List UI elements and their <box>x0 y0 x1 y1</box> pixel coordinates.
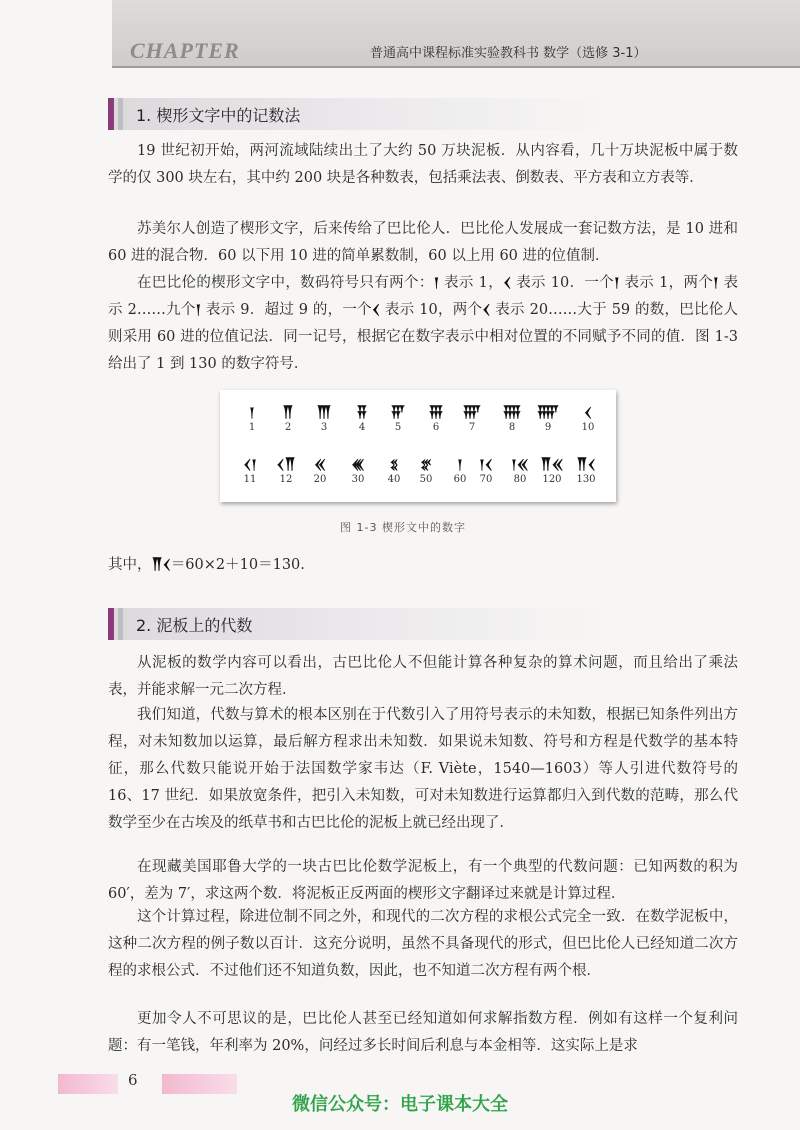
numeral-cell <box>300 448 340 485</box>
numeral-label: 30 <box>351 474 365 485</box>
paragraph: 在现藏美国耶鲁大学的一块古巴比伦数学泥板上，有一个典型的代数问题：已知两数的积为 60′，差为 7′，求这两个数．将泥板正反两面的楔形文字翻译过来就是计算过程． <box>108 859 738 902</box>
numeral-sign: 𒐚 <box>428 406 444 421</box>
numeral-sign: 𒐖𒌋 <box>576 458 596 473</box>
text-run: 表示 20……大于 59 的数，巴比伦人则采用 60 进的位值记法．同一记号，根据它在数字表示中相对位置的不同赋予不同的值．图 1-3 给出了 1 到 130 的数字符号． <box>108 302 739 372</box>
section-heading-1 <box>108 98 608 130</box>
numeral-sign: 𒎙 <box>313 458 327 473</box>
numeral-cell <box>304 396 344 433</box>
text-run: 表示 1， <box>439 275 504 291</box>
numeral-label: 20 <box>313 474 327 485</box>
numeral-sign: 𒐗 <box>316 406 332 421</box>
paragraph <box>108 270 738 378</box>
numeral-cell <box>232 396 272 433</box>
book-title: 普通高中课程标准实验教科书 数学（选修 3-1） <box>370 46 647 61</box>
formula-prefix: 其中， <box>108 557 152 573</box>
text-run: 表示 10．一个 <box>511 275 615 291</box>
numeral-label: 120 <box>542 474 562 485</box>
numeral-label: 1 <box>248 422 256 433</box>
numeral-sign: 𒐖𒎙 <box>540 458 564 473</box>
paragraph: 我们知道，代数与算术的根本区别在于代数引入了用符号表示的未知数，根据已知条件列出方程，对未知数加以运算，最后解方程求出未知数．如果说未知数、符号和方程是代数学的基本特征，那么代数只能说开始于法国数学家韦达（F. Viète，1540—1603）等人引进代数符号的 16、17 世纪．如果放宽条件，把引入未知数，可对未知数进行运算都归入到代数的范畴，那么代数学至少在古埃及的纸草书和古巴比伦的泥板上就已经出现了． <box>108 707 738 831</box>
numeral-label: 10 <box>581 422 595 433</box>
numeral-cell <box>492 396 532 433</box>
numeral-label: 50 <box>419 474 433 485</box>
numeral-label: 130 <box>576 474 596 485</box>
numeral-cell <box>566 448 606 485</box>
numeral-sign: 𒌋𒐖 <box>276 458 296 473</box>
heading-accent-bar <box>118 608 123 640</box>
numeral-label: 12 <box>279 474 293 485</box>
numeral-label: 70 <box>479 474 493 485</box>
formula-line <box>108 548 305 578</box>
text-run: 在巴比伦的楔形文字中，数码符号只有两个： <box>137 275 434 291</box>
figure-caption: 图 1-3 楔形文中的数字 <box>340 521 466 534</box>
cuneiform-one-sign: 𒁹 <box>713 276 719 291</box>
numeral-sign: 𒌋𒁹 <box>243 458 257 473</box>
paragraph: 19 世纪初开始，两河流域陆续出土了大约 50 万块泥板．从内容看，几十万块泥板中属于数学的仅 300 块左右，其中约 200 块是各种数表，包括乘法表、倒数表、平方表和立方表等． <box>108 143 738 186</box>
numeral-label: 80 <box>513 474 527 485</box>
cuneiform-one-sign: 𒁹 <box>195 303 202 318</box>
numeral-sign: 𒐙 <box>390 406 406 421</box>
page-number: 6 <box>128 1071 138 1089</box>
text-run: 表示 1，两个 <box>619 275 714 291</box>
cuneiform-ten-sign: 𒌋 <box>371 303 381 318</box>
numeral-label: 2 <box>284 422 292 433</box>
numeral-sign: 𒐛 <box>462 406 482 421</box>
section-title: 2. 泥板上的代数 <box>136 616 253 635</box>
numeral-sign: 𒁹 <box>457 458 463 473</box>
text-run: 表示 10，两个 <box>380 302 483 318</box>
numeral-sign: 𒁹 <box>249 406 255 421</box>
numeral-cell <box>568 396 608 433</box>
numeral-label: 6 <box>432 422 440 433</box>
numeral-sign: 𒐝 <box>536 406 560 421</box>
paragraph: 苏美尔人创造了楔形文字，后来传给了巴比伦人．巴比伦人发展成一套记数方法，是 10 进和 60 进的混合物．60 以下用 10 进的简单累数制，60 以上用 60 进的位值制． <box>108 221 738 264</box>
numeral-label: 4 <box>358 422 366 433</box>
numeral-label: 40 <box>387 474 401 485</box>
numeral-label: 60 <box>453 474 467 485</box>
numeral-sign: 𒐖 <box>282 406 294 421</box>
numeral-sign: 𒌋 <box>583 406 593 421</box>
cuneiform-130-sign: 𒐖𒌋 <box>151 558 171 573</box>
numeral-sign: 𒐘 <box>356 406 368 421</box>
watermark-text: 微信公众号：电子课本大全 <box>292 1094 508 1115</box>
numeral-cell <box>378 396 418 433</box>
figure-row-2 <box>220 448 616 500</box>
numeral-sign: 𒐏 <box>389 458 399 473</box>
cuneiform-numerals-figure <box>220 390 616 502</box>
numeral-sign: 𒁹𒎙 <box>511 458 529 473</box>
chapter-label: CHAPTER <box>130 38 240 63</box>
numeral-sign: 𒌍 <box>351 458 365 473</box>
formula-expression: ＝60×2＋10＝130. <box>170 557 305 573</box>
numeral-label: 8 <box>508 422 516 433</box>
numeral-label: 5 <box>394 422 402 433</box>
numeral-cell <box>528 396 568 433</box>
heading-accent-bar <box>108 608 114 640</box>
numeral-label: 11 <box>243 474 257 485</box>
numeral-cell <box>342 396 382 433</box>
cuneiform-one-sign: 𒁹 <box>614 276 620 291</box>
numeral-label: 7 <box>468 422 476 433</box>
numeral-sign: 𒐜 <box>502 406 522 421</box>
numeral-cell <box>230 448 270 485</box>
heading-accent-bar <box>118 98 123 130</box>
cuneiform-ten-sign: 𒌋 <box>482 303 491 318</box>
text-run: 表示 2……九个 <box>108 275 739 318</box>
numeral-sign: 𒁹𒌋 <box>479 458 493 473</box>
numeral-label: 3 <box>320 422 328 433</box>
heading-accent-bar <box>108 98 114 130</box>
numeral-cell <box>452 396 492 433</box>
paragraph: 更加令人不可思议的是，巴比伦人甚至已经知道如何求解指数方程．例如有这样一个复利问题：有一笔钱，年利率为 20%，问经过多长时间后利息与本金相等．这实际上是求 <box>108 1011 738 1054</box>
numeral-cell <box>416 396 456 433</box>
paragraph: 从泥板的数学内容可以看出，古巴比伦人不但能计算各种复杂的算术问题，而且给出了乘法表，并能求解一元二次方程． <box>108 655 738 698</box>
numeral-label: 9 <box>544 422 552 433</box>
cuneiform-ten-sign: 𒌋 <box>503 276 512 291</box>
cuneiform-one-sign: 𒁹 <box>433 276 440 291</box>
numeral-cell <box>268 396 308 433</box>
section-title: 1. 楔形文字中的记数法 <box>136 106 301 125</box>
section-heading-2 <box>108 608 608 640</box>
text-run: 表示 9．超过 9 的，一个 <box>201 302 372 318</box>
numeral-cell <box>338 448 378 485</box>
numeral-sign: 𒐐 <box>420 458 432 473</box>
paragraph: 这个计算过程，除进位制不同之外，和现代的二次方程的求根公式完全一致．在数学泥板中，这种二次方程的例子数以百计．这充分说明，虽然不具备现代的形式，但巴比伦人已经知道二次方程的求根公式．不过他们还不知道负数，因此，也不知道二次方程有两个根． <box>108 909 738 979</box>
figure-row-1 <box>220 396 616 448</box>
